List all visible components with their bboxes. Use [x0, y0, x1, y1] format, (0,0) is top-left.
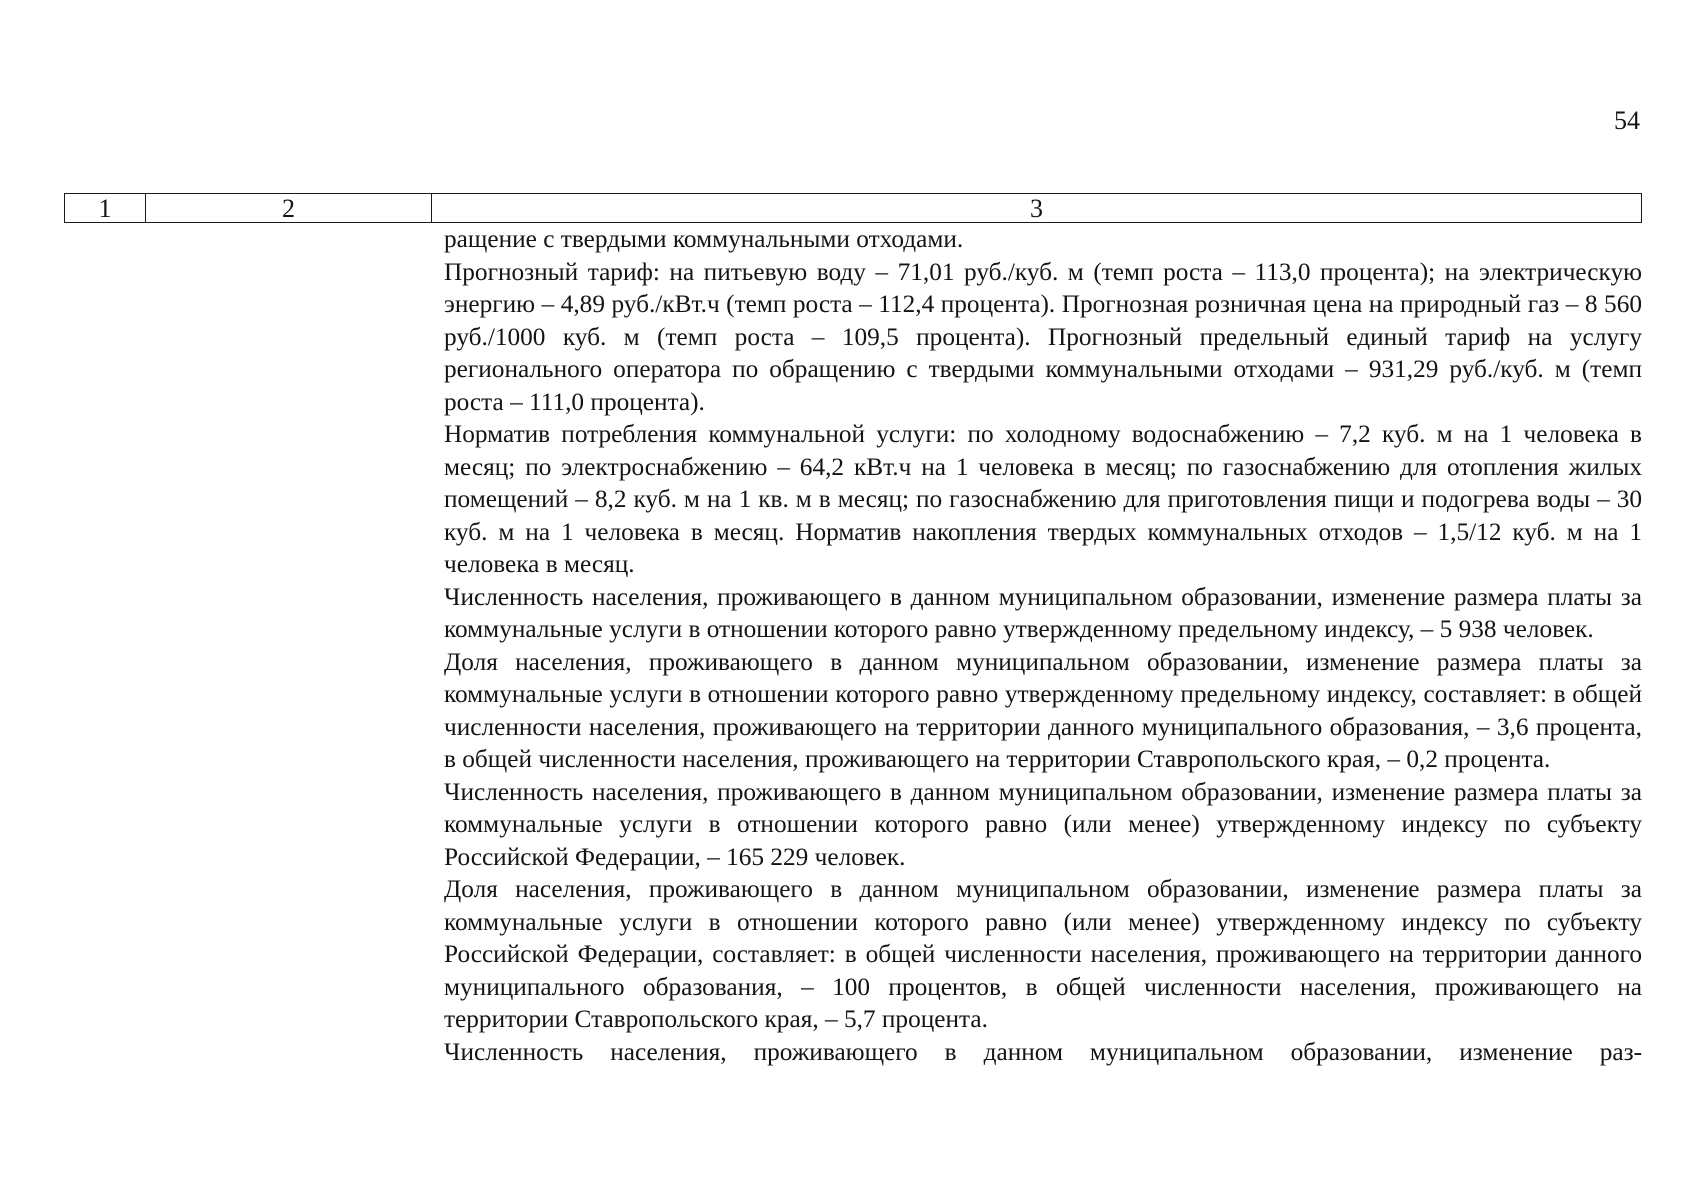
column-1-header: 1: [65, 194, 146, 223]
paragraph-consumption-norm: Норматив потребления коммунальной услуги: по холодному водоснабжению – 7,2 куб. м на 1 человека в месяц; по электроснабжению – 64,2 кВт.ч на 1 человека в месяц; по газоснабжению для отопления жилых помещений – 8,2 куб. м на 1 кв. м в месяц; по газоснабжению для приготовления пищи и подогрева воды – 30 куб. м на 1 человека в месяц. Норматив накопления твердых коммунальных отходов – 1,5/12 куб. м на 1 человека в месяц.: [444, 420, 1642, 578]
paragraph-population-max-index: Численность населения, проживающего в данном муниципальном образовании, изменение размера платы за коммунальные услуги в отношении которого равно утвержденному предельному индексу, – 5 938 человек.: [444, 582, 1642, 643]
page-number: 54: [1614, 106, 1640, 135]
paragraph-continuation: ращение с твердыми коммунальными отходами.: [444, 225, 964, 253]
column-2-header: 2: [146, 194, 432, 223]
paragraph-population-continued: Численность населения, проживающего в данном муниципальном образовании, изменение раз-: [444, 1037, 1642, 1066]
paragraph-share-max-index: Доля населения, проживающего в данном муниципальном образовании, изменение размера платы за коммунальные услуги в отношении которого равно утвержденному предельному индексу, составляет: в общей численности населения, проживающего на территории данного муниципального образования, – 3,6 процента, в общей численности населения, проживающего на территории Ставропольского края, – 0,2 процента.: [444, 647, 1642, 773]
column-3-header: 3: [432, 194, 1642, 223]
paragraph-forecast-tariff: Прогнозный тариф: на питьевую воду – 71,01 руб./куб. м (темп роста – 113,0 процента); на электрическую энергию – 4,89 руб./кВт.ч (темп роста – 112,4 процента). Прогнозная розничная цена на природный газ – 8 560 руб./1000 куб. м (темп роста – 109,5 процента). Прогнозный предельный единый тариф на услугу регионального оператора по обращению с твердыми коммунальными отходами – 931,29 руб./куб. м (темп роста – 111,0 процента).: [444, 257, 1642, 416]
paragraph-population-subject-index: Численность населения, проживающего в данном муниципальном образовании, изменение размера платы за коммунальные услуги в отношении которого равно (или менее) утвержденному индексу по субъекту Российской Федерации, – 165 229 человек.: [444, 777, 1642, 871]
column-3-body: [444, 223, 1642, 1068]
table-header-row: [64, 193, 1642, 223]
paragraph-share-subject-index: Доля населения, проживающего в данном муниципальном образовании, изменение размера платы за коммунальные услуги в отношении которого равно (или менее) утвержденному индексу по субъекту Российской Федерации, составляет: в общей численности населения, проживающего на территории данного муниципального образования, – 100 процентов, в общей численности населения, проживающего на территории Ставропольского края, – 5,7 процента.: [444, 875, 1642, 1033]
